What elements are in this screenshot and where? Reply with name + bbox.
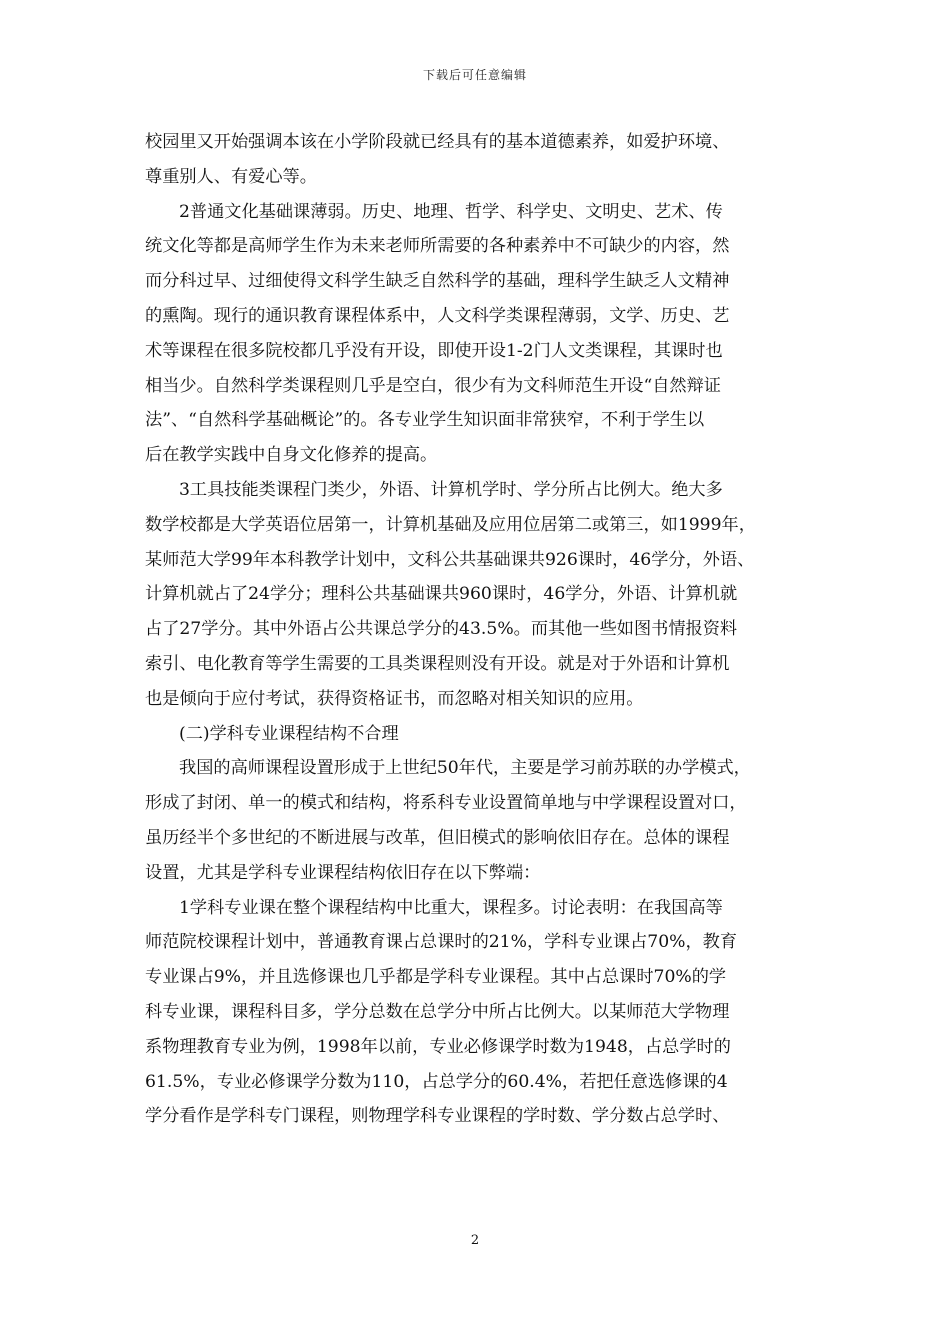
text-line: 占了27学分。其中外语占公共课总学分的43.5%。而其他一些如图书情报资料 [145,619,738,640]
text-line: 1学科专业课在整个课程结构中比重大，课程多。讨论表明：在我国高等 [179,897,723,918]
document-body [145,125,809,1134]
text-line: 2普通文化基础课薄弱。历史、地理、哲学、科学史、文明史、艺术、传 [179,201,723,222]
text-line: 某师范大学99年本科教学计划中，文科公共基础课共926课时，46学分，外语、 [145,549,755,570]
page-header: 下载后可任意编辑 [422,68,527,82]
text-line: 科专业课，课程科目多，学分总数在总学分中所占比例大。以某师范大学物理 [145,1001,730,1022]
text-line: 后在教学实践中自身文化修养的提高。 [145,445,438,466]
text-line: 形成了封闭、单一的模式和结构，将系科专业设置简单地与中学课程设置对口， [145,793,747,814]
page-number: 2 [470,1233,480,1248]
text-line: 校园里又开始强调本该在小学阶段就已经具有的基本道德素养，如爱护环境、 [145,132,730,152]
text-line: 索引、电化教育等学生需要的工具类课程则没有开设。就是对于外语和计算机 [145,653,730,674]
text-line: 系物理教育专业为例，1998年以前，专业必修课学时数为1948，占总学时的 [145,1036,731,1057]
text-line: 设置，尤其是学科专业课程结构依旧存在以下弊端： [145,862,541,883]
text-line: 专业课占9%，并且选修课也几乎都是学科专业课程。其中占总课时70%的学 [145,967,727,988]
text-line: 的熏陶。现行的通识教育课程体系中，人文科学类课程薄弱，文学、历史、艺 [145,305,730,326]
text-line: 相当少。自然科学类课程则几乎是空白，很少有为文科师范生开设“自然辩证 [145,375,721,396]
text-line: 数学校都是大学英语位居第一，计算机基础及应用位居第二或第三，如1999年， [145,514,756,535]
text-line: 法”、“自然科学基础概论”的。各专业学生知识面非常狭窄，不利于学生以 [145,410,705,431]
text-line: 61.5%，专业必修课学分数为110，占总学分的60.4%，若把任意选修课的4 [145,1071,728,1092]
text-line: 而分科过早、过细使得文科学生缺乏自然科学的基础，理科学生缺乏人文精神 [145,271,730,292]
text-line: 术等课程在很多院校都几乎没有开设，即使开设1-2门人文类课程，其课时也 [145,340,723,361]
text-line: 统文化等都是高师学生作为未来老师所需要的各种素养中不可缺少的内容，然 [145,236,730,257]
text-line: 师范院校课程计划中，普通教育课占总课时的21%，学科专业课占70%，教育 [145,932,738,953]
text-line: 也是倾向于应付考试，获得资格证书，而忽略对相关知识的应用。 [145,688,644,709]
text-line: 虽历经半个多世纪的不断进展与改革，但旧模式的影响依旧存在。总体的课程 [145,827,730,848]
text-line: 我国的高师课程设置形成于上世纪50年代，主要是学习前苏联的办学模式， [179,758,751,779]
text-line: 3工具技能类课程门类少，外语、计算机学时、学分所占比例大。绝大多 [179,479,723,500]
text-line: 学分看作是学科专门课程，则物理学科专业课程的学时数、学分数占总学时、 [145,1106,730,1127]
text-line: 尊重别人、有爱心等。 [145,166,317,187]
text-line: 计算机就占了24学分；理科公共基础课共960课时，46学分，外语、计算机就 [145,584,738,605]
text-line: (二)学科专业课程结构不合理 [179,723,399,744]
